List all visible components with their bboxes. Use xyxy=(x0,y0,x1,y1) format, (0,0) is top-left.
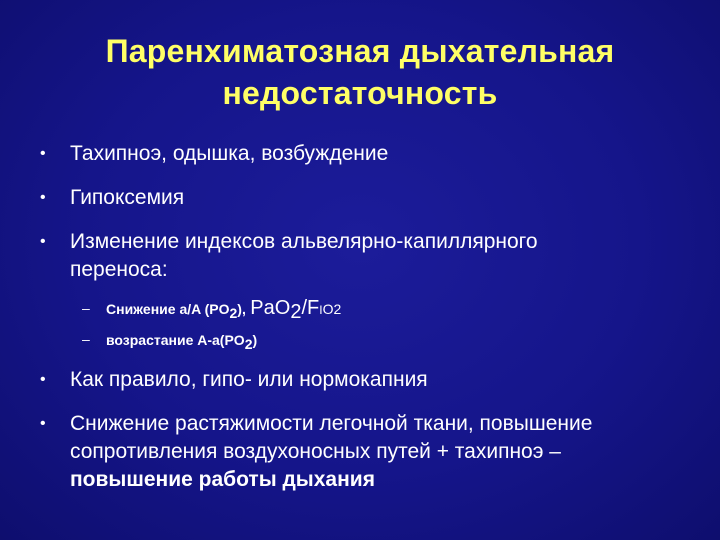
slide-title xyxy=(40,30,680,114)
bullet-text-line-1: Снижение растяжимости легочной ткани, повышение xyxy=(70,412,593,435)
bullet-marker: • xyxy=(40,145,46,162)
bullet-marker: • xyxy=(40,233,46,250)
sub-marker: – xyxy=(82,300,90,316)
bullet-text: Как правило, гипо- или нормокапния xyxy=(70,368,428,391)
bullet-text: Тахипноэ, одышка, возбуждение xyxy=(70,142,389,165)
bullet-marker: • xyxy=(40,371,46,388)
bullet-text-line-1: Изменение индексов альвелярно-капиллярного xyxy=(70,230,538,253)
bullet-marker: • xyxy=(40,415,46,432)
sub-text: Снижение a/A $(PO_2)$, PaO$_2$/FIO2 xyxy=(106,297,342,324)
bullet-text-line-3: повышение работы дыхания xyxy=(70,468,375,491)
bullet-text: Гипоксемия xyxy=(70,186,185,209)
title-line-1: Паренхиматозная дыхательная xyxy=(105,33,615,69)
bullet-marker: • xyxy=(40,189,46,206)
bullet-text-line-2: переноса: xyxy=(70,258,168,281)
sub-text: возрастание $A-a(PO_2)$ xyxy=(106,332,258,353)
sub-marker: – xyxy=(82,331,90,347)
bullet-text-line-2: сопротивления воздухоносных путей + тахипноэ – xyxy=(70,440,561,463)
title-line-2: недостаточность xyxy=(222,75,498,111)
